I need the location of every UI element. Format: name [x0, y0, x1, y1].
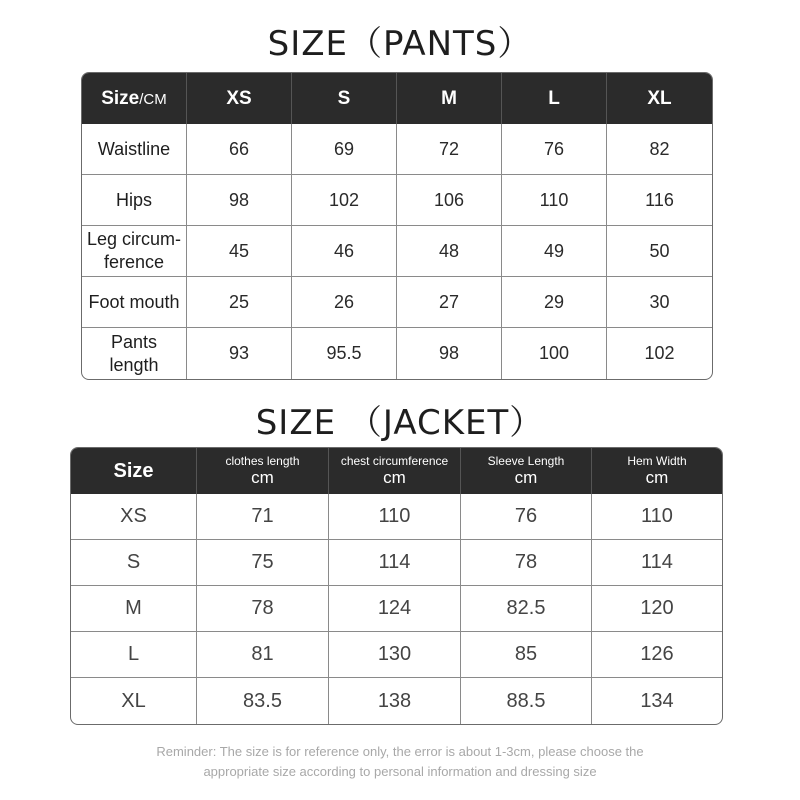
table-cell: 46	[292, 226, 397, 277]
table-cell: 93	[187, 328, 292, 379]
pants-header-row	[82, 73, 712, 124]
table-row	[82, 277, 712, 328]
table-cell: 81	[197, 632, 329, 678]
table-cell: 27	[397, 277, 502, 328]
table-cell: 66	[187, 124, 292, 175]
column-unit: cm	[383, 468, 406, 487]
pants-header-l: L	[502, 73, 607, 124]
table-cell: 49	[502, 226, 607, 277]
table-cell: 48	[397, 226, 502, 277]
table-row	[71, 586, 722, 632]
table-row	[71, 632, 722, 678]
pants-header-size	[82, 73, 187, 124]
jacket-header-row	[71, 448, 722, 494]
table-cell: 72	[397, 124, 502, 175]
table-cell: 26	[292, 277, 397, 328]
column-unit: cm	[514, 468, 538, 487]
table-cell: 76	[461, 494, 592, 540]
jacket-header-size: Size	[71, 448, 197, 494]
table-cell: 134	[640, 689, 674, 712]
reminder-note	[0, 742, 800, 782]
column-name: clothes length	[225, 454, 300, 468]
table-cell: 30	[607, 277, 712, 328]
table-cell: 116	[607, 175, 712, 226]
pants-size-table	[81, 72, 713, 380]
table-cell: 110	[502, 175, 607, 226]
pants-header-m: M	[397, 73, 502, 124]
table-cell: 25	[187, 277, 292, 328]
jacket-header-chest-circumference	[329, 448, 461, 494]
row-label-size: XS	[71, 494, 197, 540]
table-cell: 98	[397, 328, 502, 379]
row-label-size: S	[71, 540, 197, 586]
row-label-foot-mouth: Foot mouth	[82, 277, 187, 328]
column-name: Sleeve Length	[487, 454, 565, 468]
table-cell: 102	[292, 175, 397, 226]
table-cell: 82	[607, 124, 712, 175]
table-cell: 75	[197, 540, 329, 586]
table-cell: 50	[607, 226, 712, 277]
table-row	[82, 328, 712, 379]
jacket-size-table	[70, 447, 723, 725]
jacket-header-clothes-length	[197, 448, 329, 494]
row-label-leg-circumference	[82, 226, 187, 277]
row-label-pants-length	[82, 328, 187, 379]
table-cell: 69	[292, 124, 397, 175]
pants-header-s: S	[292, 73, 397, 124]
table-cell: 83.5	[197, 678, 329, 724]
reminder-line-1: Reminder: The size is for reference only, the error is about 1-3cm, please choose the	[156, 744, 644, 759]
table-row	[71, 678, 722, 724]
jacket-title: SIZE （JACKET）	[255, 403, 545, 443]
row-label-hips: Hips	[82, 175, 187, 226]
table-cell: 138	[329, 678, 461, 724]
table-cell: 88.5	[461, 678, 592, 724]
table-cell: 106	[397, 175, 502, 226]
pants-header-xl: XL	[607, 73, 712, 124]
row-label-size: L	[71, 632, 197, 678]
table-cell: 100	[502, 328, 607, 379]
table-cell: 110	[592, 494, 722, 540]
table-cell: 45	[187, 226, 292, 277]
column-name: chest circumference	[340, 454, 449, 468]
table-cell: 78	[197, 586, 329, 632]
table-cell: 114	[329, 540, 461, 586]
jacket-header-sleeve-length	[461, 448, 592, 494]
table-cell: 120	[592, 586, 722, 632]
row-label-size: XL	[71, 678, 197, 724]
reminder-line-2: appropriate size according to personal information and dressing size	[203, 764, 597, 779]
table-cell: 82.5	[461, 586, 592, 632]
table-cell: 76	[502, 124, 607, 175]
pants-header-unit: /CM	[139, 90, 167, 108]
column-unit: cm	[251, 468, 274, 487]
table-cell: 102	[644, 343, 675, 363]
pants-header-xs: XS	[187, 73, 292, 124]
table-cell: 110	[329, 494, 461, 540]
table-cell: 78	[461, 540, 592, 586]
table-row	[71, 540, 722, 586]
table-row	[71, 494, 722, 540]
table-cell: 124	[329, 586, 461, 632]
pants-title: SIZE（PANTS）	[267, 24, 533, 64]
table-row	[82, 175, 712, 226]
table-cell: 130	[329, 632, 461, 678]
row-label-waistline: Waistline	[82, 124, 187, 175]
table-cell: 126	[592, 632, 722, 678]
jacket-header-hem-width	[592, 448, 722, 494]
table-cell: 85	[461, 632, 592, 678]
table-row	[82, 124, 712, 175]
column-name: Hem Width	[627, 454, 687, 468]
table-cell: 29	[502, 277, 607, 328]
table-cell: 114	[592, 540, 722, 586]
row-label-pants-length-text: Pants length	[109, 331, 159, 375]
table-row	[82, 226, 712, 277]
table-cell: 95.5	[292, 328, 397, 379]
row-label-size: M	[71, 586, 197, 632]
column-unit: cm	[645, 468, 669, 487]
table-cell: 98	[187, 175, 292, 226]
table-cell: 71	[197, 494, 329, 540]
row-label-leg-circumference-text: Leg circum- ference	[86, 229, 182, 272]
pants-header-size-label: Size	[101, 87, 140, 109]
